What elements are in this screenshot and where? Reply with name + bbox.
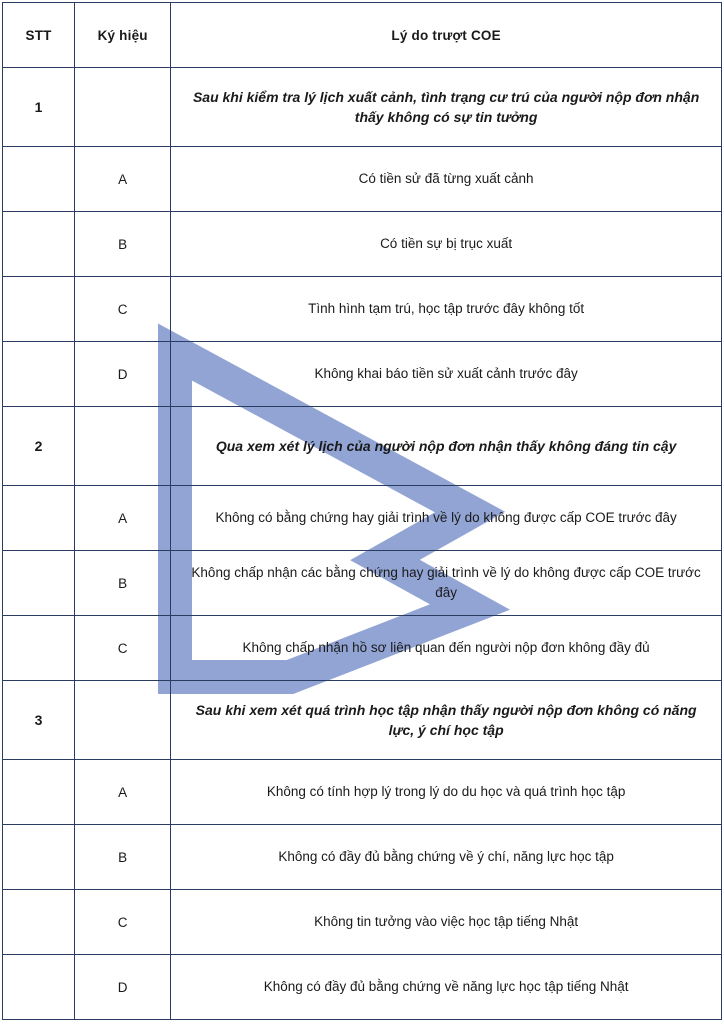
empty-stt-cell xyxy=(3,955,75,1020)
empty-symbol-cell xyxy=(75,68,171,147)
empty-stt-cell xyxy=(3,486,75,551)
item-reason: Không chấp nhận hồ sơ liên quan đến người nộp đơn không đầy đủ xyxy=(171,616,722,681)
table-row xyxy=(3,825,722,890)
empty-stt-cell xyxy=(3,342,75,407)
table-row xyxy=(3,486,722,551)
table-row xyxy=(3,890,722,955)
column-header-stt: STT xyxy=(3,3,75,68)
item-reason: Không có tính hợp lý trong lý do du học và quá trình học tập xyxy=(171,760,722,825)
table-row xyxy=(3,616,722,681)
coe-rejection-reasons-table xyxy=(2,2,722,1020)
item-reason: Không có bằng chứng hay giải trình về lý do không được cấp COE trước đây xyxy=(171,486,722,551)
empty-symbol-cell xyxy=(75,681,171,760)
column-header-reason: Lý do trượt COE xyxy=(171,3,722,68)
empty-stt-cell xyxy=(3,212,75,277)
table-row xyxy=(3,342,722,407)
item-symbol: B xyxy=(75,551,171,616)
item-reason: Không tin tưởng vào việc học tập tiếng Nhật xyxy=(171,890,722,955)
document-page xyxy=(0,2,724,1026)
item-reason: Tình hình tạm trú, học tập trước đây không tốt xyxy=(171,277,722,342)
group-number: 3 xyxy=(3,681,75,760)
group-number: 2 xyxy=(3,407,75,486)
table-row xyxy=(3,955,722,1020)
table-row xyxy=(3,681,722,760)
empty-stt-cell xyxy=(3,825,75,890)
table-row xyxy=(3,277,722,342)
item-symbol: A xyxy=(75,147,171,212)
empty-stt-cell xyxy=(3,147,75,212)
item-symbol: C xyxy=(75,890,171,955)
item-symbol: D xyxy=(75,955,171,1020)
table-row xyxy=(3,407,722,486)
table-row xyxy=(3,68,722,147)
empty-stt-cell xyxy=(3,760,75,825)
item-symbol: B xyxy=(75,212,171,277)
table-row xyxy=(3,760,722,825)
item-symbol: A xyxy=(75,760,171,825)
item-symbol: D xyxy=(75,342,171,407)
item-symbol: B xyxy=(75,825,171,890)
empty-stt-cell xyxy=(3,890,75,955)
table-header-row xyxy=(3,3,722,68)
group-title: Sau khi xem xét quá trình học tập nhận thấy người nộp đơn không có năng lực, ý chí học tập xyxy=(171,681,722,760)
item-reason: Không chấp nhận các bằng chứng hay giải trình về lý do không được cấp COE trước đây xyxy=(171,551,722,616)
group-title: Qua xem xét lý lịch của người nộp đơn nhận thấy không đáng tin cậy xyxy=(171,407,722,486)
empty-stt-cell xyxy=(3,277,75,342)
item-symbol: C xyxy=(75,616,171,681)
item-reason: Không khai báo tiền sử xuất cảnh trước đây xyxy=(171,342,722,407)
group-number: 1 xyxy=(3,68,75,147)
table-row xyxy=(3,551,722,616)
empty-stt-cell xyxy=(3,616,75,681)
item-reason: Không có đầy đủ bằng chứng về ý chí, năng lực học tập xyxy=(171,825,722,890)
item-symbol: C xyxy=(75,277,171,342)
item-reason: Không có đầy đủ bằng chứng về năng lực học tập tiếng Nhật xyxy=(171,955,722,1020)
item-symbol: A xyxy=(75,486,171,551)
item-reason: Có tiền sử đã từng xuất cảnh xyxy=(171,147,722,212)
item-reason: Có tiền sự bị trục xuất xyxy=(171,212,722,277)
table-row xyxy=(3,212,722,277)
column-header-symbol: Ký hiệu xyxy=(75,3,171,68)
empty-stt-cell xyxy=(3,551,75,616)
empty-symbol-cell xyxy=(75,407,171,486)
group-title: Sau khi kiểm tra lý lịch xuất cảnh, tình trạng cư trú của người nộp đơn nhận thấy không có sự tin tưởng xyxy=(171,68,722,147)
table-row xyxy=(3,147,722,212)
